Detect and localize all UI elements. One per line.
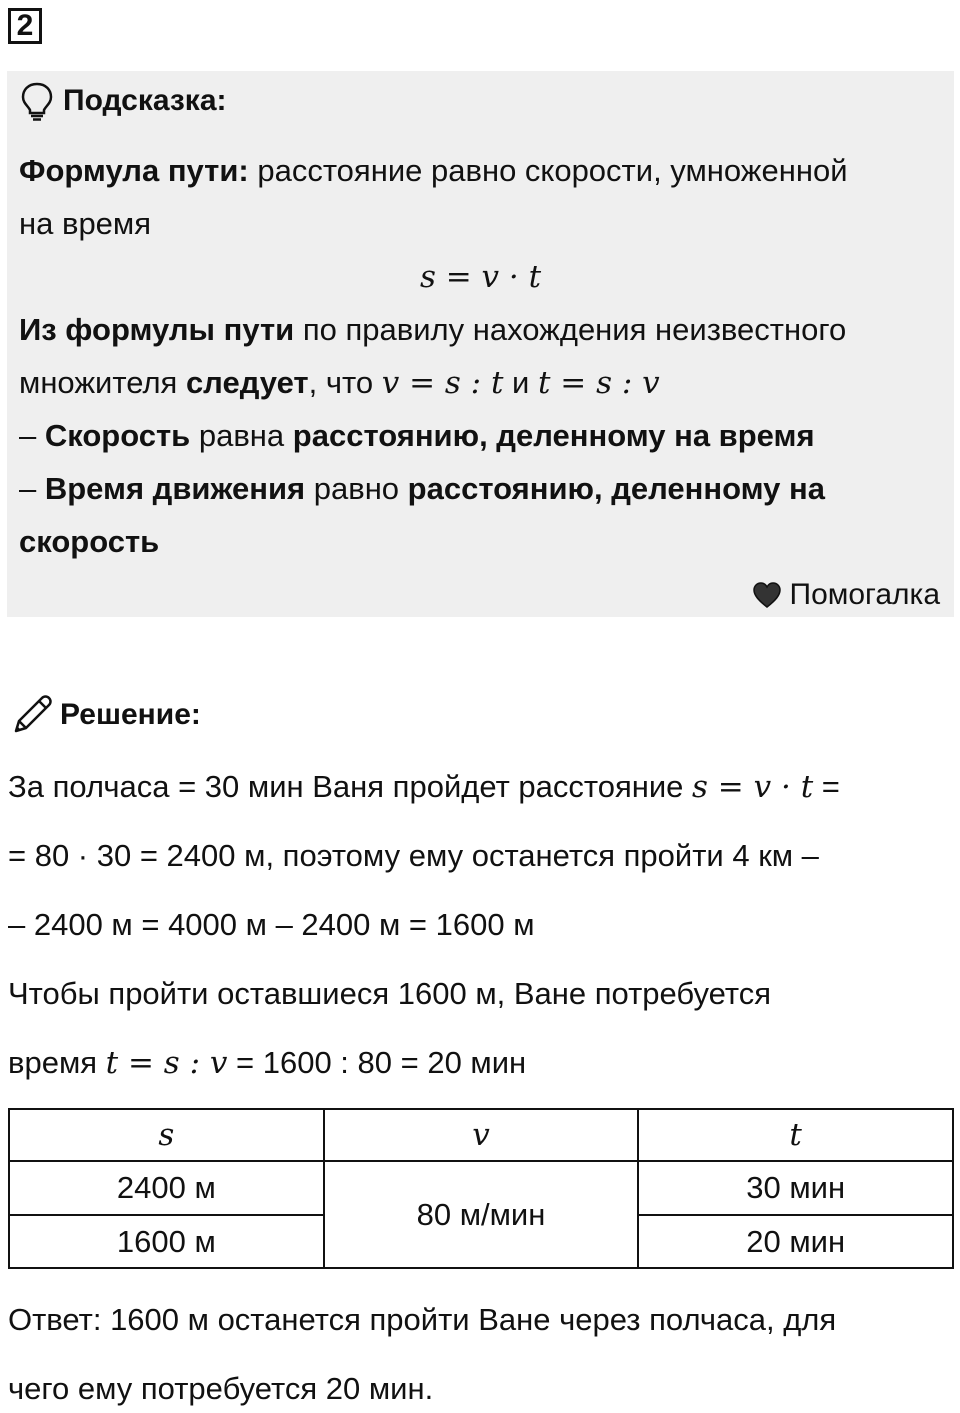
table-header-v: v [324, 1109, 639, 1161]
hint-box [7, 71, 954, 617]
hint-text: по правилу нахождения неизвестного [294, 312, 847, 347]
solution-line-5 [8, 1041, 526, 1085]
hint-formula: s = v · t [419, 259, 542, 295]
hint-text: множителя [19, 365, 186, 400]
hint-bold: Время движения [44, 471, 306, 506]
solution-text: время [8, 1045, 106, 1080]
hint-line-7 [19, 522, 159, 562]
dash: – [19, 418, 45, 453]
hint-text: и [503, 365, 538, 400]
brand-text: Помогалка [789, 578, 940, 611]
hint-bold: следует [185, 365, 309, 400]
table-cell-t: 20 мин [638, 1215, 953, 1268]
table-cell-s: 1600 м [9, 1215, 324, 1268]
formula-distance: s = v · t [692, 769, 814, 805]
hint-line-5 [19, 416, 815, 456]
answer-line-1: Ответ: 1600 м останется пройти Ване через полчаса, для [8, 1302, 837, 1337]
pencil-icon [10, 693, 54, 737]
solution-line-3: – 2400 м = 4000 м – 2400 м = 1600 м [8, 907, 535, 942]
hint-text: на время [19, 206, 152, 241]
formula-velocity: v = s : t [381, 365, 504, 401]
hint-bold: Из формулы пути [19, 312, 295, 347]
motion-table [8, 1108, 954, 1269]
solution-line-2: = 80 · 30 = 2400 м, поэтому ему останется пройти 4 км – [8, 838, 819, 873]
solution-line-1 [8, 765, 840, 809]
solution-line-4: Чтобы пройти оставшиеся 1600 м, Ване потребуется [8, 976, 771, 1011]
table-cell-v: 80 м/мин [324, 1161, 639, 1268]
task-number: 2 [8, 8, 42, 44]
table-cell-s: 2400 м [9, 1161, 324, 1215]
solution-text: За полчаса = 30 мин Ваня пройдет расстояние [8, 769, 693, 804]
solution-title [10, 693, 201, 737]
hint-text: равна [190, 418, 293, 453]
hint-title-text: Подсказка: [63, 84, 227, 117]
hint-text: расстояние равно скорости, умноженной [248, 153, 848, 188]
hint-term-formula: Формула пути: [19, 153, 249, 188]
hint-line-1 [19, 151, 848, 191]
table-header-row [9, 1109, 953, 1161]
table-cell-t: 30 мин [638, 1161, 953, 1215]
lightbulb-icon [19, 81, 55, 121]
solution-text: = [813, 769, 840, 804]
hint-line-2 [19, 204, 151, 244]
hint-bold: расстоянию, деленному на [407, 471, 825, 506]
table-header-s: s [9, 1109, 324, 1161]
hint-line-3 [19, 310, 846, 350]
hint-text: , что [308, 365, 382, 400]
dash: – [19, 471, 45, 506]
solution-title-text: Решение: [60, 698, 201, 731]
hint-line-6 [19, 469, 825, 509]
solution-text: = 1600 : 80 = 20 мин [227, 1045, 527, 1080]
hint-bold: расстоянию, деленному на время [292, 418, 815, 453]
hint-bold: скорость [19, 524, 160, 559]
formula-time: t = s : v [537, 365, 660, 401]
brand-label [752, 575, 941, 615]
hint-text: равно [305, 471, 408, 506]
table-header-t: t [638, 1109, 953, 1161]
hint-title [19, 81, 227, 121]
table-row [9, 1161, 953, 1215]
hint-line-4 [19, 363, 660, 403]
formula-time: t = s : v [105, 1045, 228, 1081]
hint-bold: Скорость [44, 418, 191, 453]
answer-line-2: чего ему потребуется 20 мин. [8, 1371, 434, 1406]
heart-icon [752, 581, 782, 609]
